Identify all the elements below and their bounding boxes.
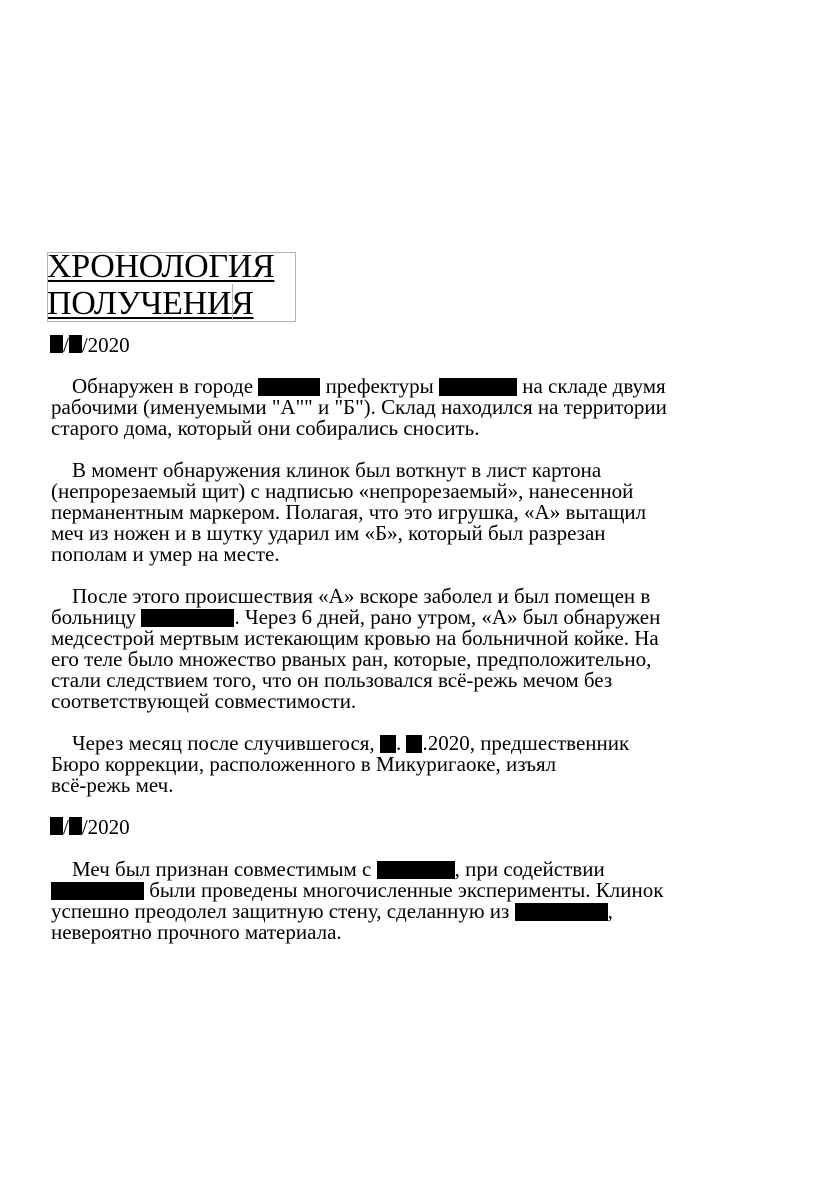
paragraph-line: [51, 859, 791, 880]
paragraph-2: [51, 460, 791, 565]
heading-line-1: ХРОНОЛОГИЯ: [47, 248, 275, 285]
paragraph-line: [51, 922, 791, 943]
paragraph-1: [51, 376, 791, 439]
date-year: /2020: [81, 815, 130, 839]
redacted-block: [50, 817, 63, 835]
date-line-2: [50, 815, 130, 839]
date-separator: /: [63, 333, 69, 357]
text-run: ,: [607, 899, 613, 923]
text-run: соответствующей совместимости.: [51, 689, 357, 713]
text-run: всё-режь меч.: [51, 773, 174, 797]
text-run: рабочими (именуемыми "А"" и "Б"). Склад находился на территории: [51, 395, 667, 419]
text-run: префектуры: [320, 374, 439, 398]
text-run: были проведены многочисленные эксперименты. Клинок: [144, 878, 664, 902]
section-heading: [47, 248, 274, 322]
paragraph-line: [51, 523, 791, 544]
text-run: невероятно прочного материала.: [51, 920, 342, 944]
paragraph-line: [51, 376, 791, 397]
text-run: .2020, предшественник: [422, 731, 630, 755]
text-run: Обнаружен в городе: [72, 374, 259, 398]
text-run: После этого происшествия «А» вскоре заболел и был помещен в: [72, 584, 651, 608]
redacted-block: [258, 378, 320, 396]
heading-line-2: ПОЛУЧЕНИЯ: [47, 285, 254, 322]
text-run: старого дома, который они собирались сносить.: [51, 416, 480, 440]
paragraph-line: [51, 418, 791, 439]
text-run: пополам и умер на месте.: [51, 542, 280, 566]
text-run: . Через 6 дней, рано утром, «А» был обнаружен: [234, 605, 661, 629]
text-run: стали следствием того, что он пользовался всё-режь мечом без: [51, 668, 613, 692]
text-run: меч из ножен и в шутку ударил им «Б», который был разрезан: [51, 521, 606, 545]
redacted-block: [50, 335, 63, 353]
text-run: Бюро коррекции, расположенного в Микуригаоке, изъял: [51, 752, 557, 776]
text-run: успешно преодолел защитную стену, сделанную из: [51, 899, 515, 923]
paragraph-5: [51, 859, 791, 943]
redacted-block: [515, 903, 608, 921]
paragraph-line: [51, 544, 791, 565]
paragraph-line: [51, 691, 791, 712]
text-run: (непрорезаемый щит) с надписью «непрорезаемый», нанесенной: [51, 479, 634, 503]
text-run: на складе двумя: [517, 374, 666, 398]
text-run: В момент обнаружения клинок был воткнут в лист картона: [72, 458, 602, 482]
text-run: Меч был признан совместимым с: [72, 857, 377, 881]
redacted-block: [69, 817, 82, 835]
redacted-block: [377, 861, 455, 879]
text-run: , при содействии: [454, 857, 605, 881]
paragraph-line: [51, 880, 791, 901]
date-year: /2020: [81, 333, 130, 357]
paragraph-line: [51, 754, 791, 775]
paragraph-line: [51, 775, 791, 796]
redacted-block: [439, 378, 517, 396]
redacted-block: [51, 882, 144, 900]
redacted-block: [380, 735, 396, 753]
paragraph-line: [51, 670, 791, 691]
date-line-1: [50, 333, 130, 357]
paragraph-line: [51, 481, 791, 502]
text-run: Через месяц после случившегося,: [72, 731, 380, 755]
paragraph-line: [51, 649, 791, 670]
paragraph-line: [51, 586, 791, 607]
paragraph-line: [51, 607, 791, 628]
paragraph-line: [51, 397, 791, 418]
paragraph-4: [51, 733, 791, 796]
text-run: его теле было множество рваных ран, которые, предположительно,: [51, 647, 652, 671]
paragraph-3: [51, 586, 791, 712]
text-run: перманентным маркером. Полагая, что это игрушка, «А» вытащил: [51, 500, 647, 524]
paragraph-line: [51, 460, 791, 481]
redacted-block: [141, 609, 234, 627]
paragraph-line: [51, 502, 791, 523]
redacted-block: [69, 335, 82, 353]
text-run: .: [395, 731, 407, 755]
text-run: больницу: [51, 605, 142, 629]
text-run: медсестрой мертвым истекающим кровью на больничной койке. На: [51, 626, 659, 650]
paragraph-line: [51, 733, 791, 754]
date-separator: /: [63, 815, 69, 839]
paragraph-line: [51, 901, 791, 922]
paragraph-line: [51, 628, 791, 649]
redacted-block: [406, 735, 422, 753]
